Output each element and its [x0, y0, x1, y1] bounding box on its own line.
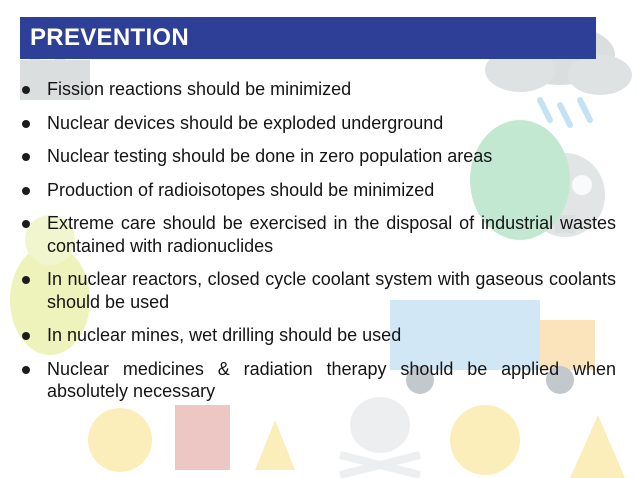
bullet-text: Nuclear medicines & radiation therapy should be applied when absolutely necessary	[47, 358, 616, 401]
bullet-item	[22, 358, 616, 403]
bullet-list	[22, 78, 616, 414]
bullet-dot-icon	[22, 86, 30, 94]
bullet-text: Fission reactions should be minimized	[47, 79, 352, 99]
bullet-item	[22, 179, 616, 202]
radiation-icon	[450, 405, 520, 475]
bullet-dot-icon	[22, 366, 30, 374]
bullet-text: In nuclear mines, wet drilling should be used	[47, 325, 402, 345]
bullet-item	[22, 112, 616, 135]
bullet-dot-icon	[22, 332, 30, 340]
bullet-text: Extreme care should be exercised in the disposal of industrial wastes contained with radionuclides	[47, 213, 616, 256]
bullet-item	[22, 145, 616, 168]
warning-triangle-icon	[255, 420, 295, 470]
bullet-dot-icon	[22, 220, 30, 228]
bullet-dot-icon	[22, 187, 30, 195]
wireless-warning-icon	[570, 415, 625, 478]
slide-title: PREVENTION	[30, 24, 190, 51]
bullet-item	[22, 78, 616, 101]
trash-can-icon	[175, 405, 230, 470]
bullet-item	[22, 324, 616, 347]
title-bar	[20, 17, 596, 59]
bullet-dot-icon	[22, 276, 30, 284]
bullet-dot-icon	[22, 153, 30, 161]
bullet-text: Production of radioisotopes should be minimized	[47, 179, 435, 200]
biohazard-icon	[88, 408, 152, 472]
bullet-text: Nuclear testing should be done in zero population areas	[47, 146, 493, 166]
bullet-dot-icon	[22, 120, 30, 128]
bullet-item	[22, 212, 616, 257]
bullet-text: In nuclear reactors, closed cycle coolant system with gaseous coolants should be used	[47, 269, 616, 312]
bullet-text: Nuclear devices should be exploded underground	[47, 112, 444, 133]
bullet-item	[22, 268, 616, 313]
